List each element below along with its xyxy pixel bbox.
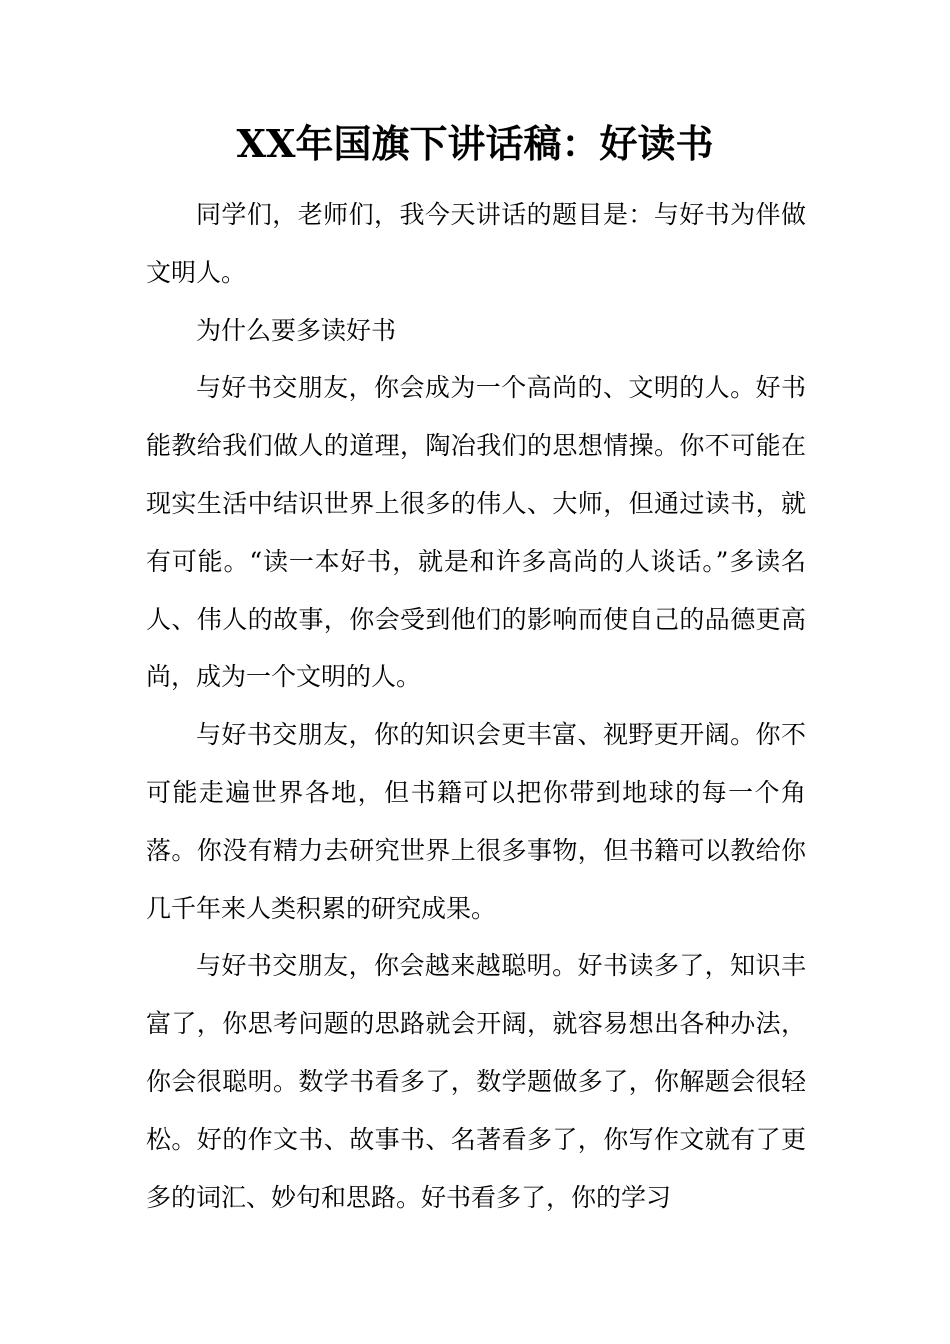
paragraph-greeting: 同学们，老师们，我今天讲话的题目是：与好书为伴做文明人。 xyxy=(146,200,806,287)
document-title: XX年国旗下讲话稿：好读书 xyxy=(236,121,714,166)
paragraph-knowledge: 与好书交朋友，你的知识会更丰富、视野更开阔。你不可能走遍世界各地，但书籍可以把你带到地球的每一个角落。你没有精力去研究世界上很多事物，但书籍可以教给你几千年来人类积累的研究成果。 xyxy=(146,720,806,923)
paragraph-noble: 与好书交朋友，你会成为一个高尚的、文明的人。好书能教给我们做人的道理，陶冶我们的思想情操。你不可能在现实生活中结识世界上很多的伟人、大师，但通过读书，就有可能。“读一本好书，就是和许多高尚的人谈话。”多读名人、伟人的故事，你会受到他们的影响而使自己的品德更高尚，成为一个文明的人。 xyxy=(146,373,806,692)
paragraph-heading: 为什么要多读好书 xyxy=(196,315,397,345)
paragraph-smart: 与好书交朋友，你会越来越聪明。好书读多了，知识丰富了，你思考问题的思路就会开阔，就容易想出各种办法，你会很聪明。数学书看多了，数学题做多了，你解题会很轻松。好的作文书、故事书、名著看多了，你写作文就有了更多的词汇、妙句和思路。好书看多了，你的学习 xyxy=(146,951,806,1212)
document-body xyxy=(146,186,806,1226)
